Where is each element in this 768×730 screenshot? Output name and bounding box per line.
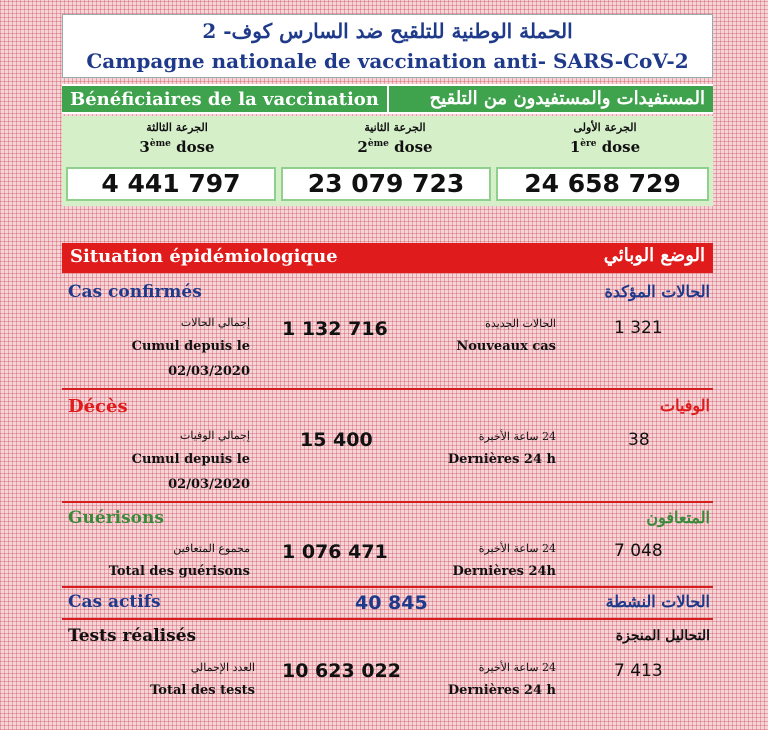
dose-3-label <box>72 121 282 156</box>
dose-2-label <box>290 121 500 156</box>
recovered-new-fr: Dernières 24h <box>452 564 556 579</box>
deaths-new-fr: Dernières 24 h <box>447 452 556 467</box>
tests-new-value: 7 413 <box>614 661 663 681</box>
deaths-total-fr: Cumul depuis le <box>131 452 250 467</box>
confirmed-total-date: 02/03/2020 <box>168 364 250 379</box>
dose-1-label-fr: 1ère dose <box>569 138 641 156</box>
deaths-title-ar: الوفيات <box>660 396 710 415</box>
tests-total-fr: Total des tests <box>150 683 255 698</box>
confirmed-total-ar: إجمالي الحالات <box>180 316 250 329</box>
dose-1-label <box>500 121 710 156</box>
deaths-total-date: 02/03/2020 <box>168 477 250 492</box>
confirmed-new-ar: الحالات الجديدة <box>485 317 556 330</box>
recovered-new-value: 7 048 <box>614 541 663 561</box>
confirmed-title-ar: الحالات المؤكدة <box>604 282 710 301</box>
dose-3-value: 4 441 797 <box>66 167 276 201</box>
tests-title-ar: التحاليل المنجزة <box>615 628 710 644</box>
separator <box>62 388 713 390</box>
title-arabic: الحملة الوطنية للتلقيح ضد السارس كوف- 2 <box>202 19 573 43</box>
situation-bar <box>62 243 713 273</box>
separator <box>62 618 713 620</box>
confirmed-new-fr: Nouveaux cas <box>456 339 556 354</box>
active-title-fr: Cas actifs <box>68 592 161 612</box>
deaths-total-value: 15 400 <box>300 429 373 451</box>
beneficiaries-label-fr: Bénéficiaires de la vaccination <box>70 89 379 110</box>
dose-3-label-fr: 3ème dose <box>139 138 215 156</box>
dose-1-value: 24 658 729 <box>496 167 709 201</box>
recovered-total-fr: Total des guérisons <box>108 564 250 579</box>
dose-2-value: 23 079 723 <box>281 167 491 201</box>
recovered-new-ar: 24 ساعة الأخيرة <box>478 542 556 555</box>
separator <box>62 501 713 503</box>
separator <box>62 586 713 588</box>
active-title-ar: الحالات النشطة <box>605 592 710 611</box>
dose-1-label-ar: الجرعة الأولى <box>573 121 637 134</box>
active-value: 40 845 <box>355 592 428 614</box>
tests-total-value: 10 623 022 <box>282 660 401 682</box>
beneficiaries-label-ar: المستفيدات والمستفيدون من التلقيح <box>429 88 705 109</box>
situation-label-fr: Situation épidémiologique <box>70 246 338 267</box>
dose-3-label-ar: الجرعة الثالثة <box>146 121 208 134</box>
recovered-total-ar: مجموع المتعافين <box>173 542 250 555</box>
tests-new-fr: Dernières 24 h <box>447 683 556 698</box>
recovered-total-value: 1 076 471 <box>282 541 388 563</box>
title-french: Campagne nationale de vaccination anti- SARS-CoV-2 <box>86 49 689 73</box>
bar-divider <box>387 86 389 112</box>
tests-total-ar: العدد الإجمالي <box>190 661 255 674</box>
deaths-new-ar: 24 ساعة الأخيرة <box>478 430 556 443</box>
tests-title-fr: Tests réalisés <box>68 626 197 646</box>
confirmed-new-value: 1 321 <box>614 318 663 338</box>
recovered-title-ar: المتعافون <box>646 508 710 527</box>
confirmed-total-value: 1 132 716 <box>282 318 388 340</box>
deaths-new-value: 38 <box>628 430 650 450</box>
confirmed-title-fr: Cas confirmés <box>68 282 202 302</box>
tests-new-ar: 24 ساعة الأخيرة <box>478 661 556 674</box>
recovered-title-fr: Guérisons <box>68 508 164 528</box>
situation-label-ar: الوضع الوبائي <box>603 245 705 266</box>
dose-2-label-fr: 2ème dose <box>357 138 433 156</box>
beneficiaries-bar <box>62 84 713 114</box>
header-box <box>62 14 713 78</box>
deaths-total-ar: إجمالي الوفيات <box>180 429 250 442</box>
confirmed-total-fr: Cumul depuis le <box>131 339 250 354</box>
dose-2-label-ar: الجرعة الثانية <box>364 121 426 134</box>
deaths-title-fr: Décès <box>68 396 128 417</box>
